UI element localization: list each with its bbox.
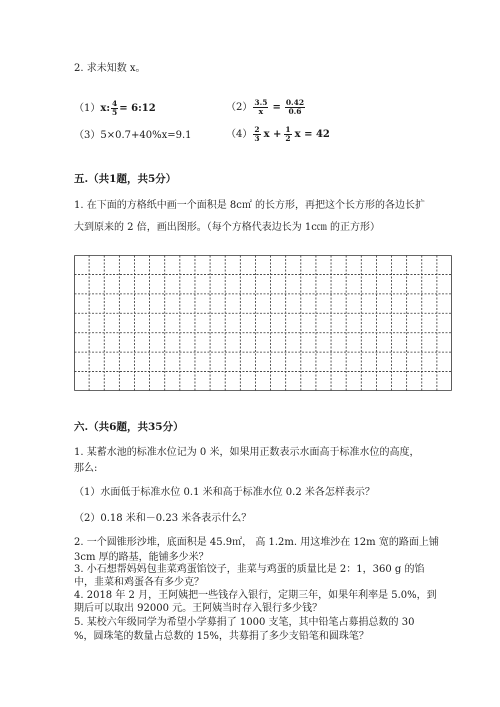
problem-3-line-2: 中，韭菜和鸡蛋各有多少克？ <box>74 577 204 588</box>
equation-1-label: （1） <box>74 103 101 114</box>
section-5-question-line-2: 大到原来的 2 倍，画出图形。（每个方格代表边长为 1c㎝ 的正方形） <box>74 222 381 233</box>
fraction-numerator: 1 <box>285 125 291 134</box>
fraction-numerator: 0.42 <box>285 98 305 107</box>
fraction-denominator: 5 <box>112 108 118 117</box>
equation-4-label: （4） <box>226 129 253 140</box>
equation-2 <box>226 99 306 116</box>
equation-4-fraction-2 <box>284 126 291 143</box>
fraction-numerator: 4 <box>112 99 118 108</box>
question-intro: 2. 求未知数 x。 <box>74 63 146 74</box>
problem-4-line-1: 4. 2018 年 2 月，王阿姨把一些钱存入银行，定期三年，如果年利率是 5.0%，到 <box>74 590 437 601</box>
equation-2-fraction-left <box>253 99 268 116</box>
equation-2-fraction-right <box>285 99 305 116</box>
problem-2-line-2: 3cm 厚的路基，能铺多少米？ <box>74 552 209 563</box>
fraction-denominator: 0.6 <box>288 107 302 116</box>
problem-1-subquestion-1: （1）水面低于标准水位 0.1 米和高于标准水位 0.2 米各怎样表示？ <box>74 487 375 498</box>
problem-5-line-1: 5. 某校六年级同学为希望小学募捐了 1000 支笔，其中铅笔占募捐总数的 30 <box>74 617 415 628</box>
problem-3-line-1: 3. 小石想帮妈妈包韭菜鸡蛋馅饺子，韭菜与鸡蛋的质量比是 2：1，360 g 的馅 <box>74 564 425 575</box>
equation-2-equals: = <box>272 102 281 113</box>
problem-1-line-2: 那么: <box>74 463 98 474</box>
section-5-question-line-1: 1. 在下面的方格纸中画一个面积是 8c㎡ 的长方形，再把这个长方形的各边长扩 <box>74 200 426 211</box>
problem-1-line-1: 1. 某蓄水池的标准水位记为 0 米，如果用正数表示水面高于标准水位的高度， <box>74 447 420 458</box>
fraction-denominator: 2 <box>285 134 291 143</box>
fraction-numerator: 2 <box>254 125 260 134</box>
equation-4-middle: x + <box>263 129 282 140</box>
fraction-denominator: 3 <box>254 134 260 143</box>
problem-1-subquestion-2: （2）0.18 米和－0.23 米各表示什么？ <box>74 513 252 524</box>
square-grid-paper[interactable] <box>74 255 452 391</box>
section-5-heading: 五.（共1题，共5分） <box>74 173 177 185</box>
section-6-heading: 六.（共6题，共35分） <box>74 421 184 433</box>
equation-1-rhs: = 6:12 <box>119 103 156 114</box>
fraction-numerator: 3.5 <box>254 98 268 107</box>
problem-5-line-2: %，圆珠笔的数量占总数的 15%，共募捐了多少支铅笔和圆珠笔？ <box>74 631 369 642</box>
problem-4-line-2: 期后可以取出 92000 元。王阿姨当时存入银行多少钱？ <box>74 603 323 614</box>
equation-2-label: （2） <box>226 102 253 113</box>
equation-1-lhs: x: <box>100 103 111 114</box>
equation-1-fraction <box>111 100 118 117</box>
fraction-denominator: x <box>258 107 264 116</box>
equation-3: （3）5×0.7+40%x=9.1 <box>74 130 192 141</box>
equation-4 <box>226 126 330 143</box>
equation-1 <box>74 100 156 117</box>
equation-4-end: x = 42 <box>294 129 330 140</box>
equation-4-fraction-1 <box>253 126 260 143</box>
problem-2-line-1: 2. 一个圆锥形沙堆，底面积是 45.9㎡， 高 1.2m. 用这堆沙在 12m 宽的路面上铺 <box>74 537 439 548</box>
